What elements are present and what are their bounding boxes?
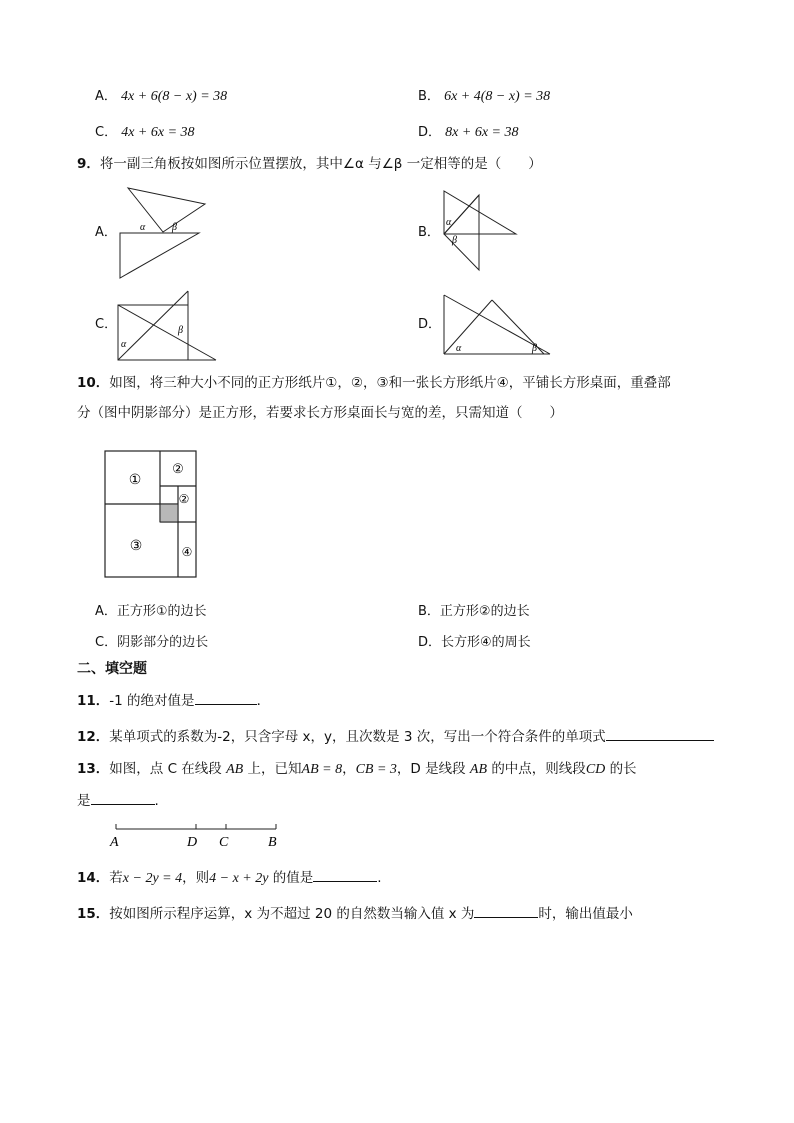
q9-option-a-label: A． xyxy=(95,225,117,240)
option-expression: 4x + 6(8 − x) = 38 xyxy=(121,89,228,104)
math-segment: AB xyxy=(226,762,244,777)
section-title: 二、填空题 xyxy=(77,661,147,677)
option-label: B． xyxy=(418,89,440,104)
option-text: 正方形①的边长 xyxy=(116,604,207,619)
question-10-line2: 分（图中阴影部分）是正方形，若要求长方形桌面长与宽的差，只需知道（ ） xyxy=(77,405,563,421)
math-equation: AB = 8 xyxy=(301,762,343,777)
option-label: A． xyxy=(95,604,117,619)
option-label: C． xyxy=(95,125,118,140)
option-expression: 6x + 4(8 − x) = 38 xyxy=(444,89,551,104)
option-text: 正方形②的边长 xyxy=(439,604,530,619)
question-number: 12． xyxy=(77,729,110,745)
question-text: 某单项式的系数为-2，只含字母 x，y，且次数是 3 次，写出一个符合条件的单项式 xyxy=(109,729,606,745)
question-number: 15． xyxy=(77,906,110,922)
q9-option-b-label: B． xyxy=(418,225,440,240)
alpha-label: α xyxy=(121,339,127,350)
question-text: 将一副三角板按如图所示位置摆放，其中∠α 与∠β 一定相等的是（ ） xyxy=(99,156,542,172)
answer-blank[interactable] xyxy=(474,904,538,918)
question-text: ，则 xyxy=(182,870,210,886)
math-segment: AB xyxy=(469,762,488,777)
beta-label: β xyxy=(172,222,177,233)
question-number: 14． xyxy=(77,870,110,886)
punctuation: ， xyxy=(342,761,356,777)
question-text: 如图，将三种大小不同的正方形纸片①，②，③和一张长方形纸片④，平铺长方形桌面，重叠部 xyxy=(109,375,671,391)
question-number: 10． xyxy=(77,375,110,391)
alpha-label: α xyxy=(140,222,146,233)
question-text: 时，输出值最小 xyxy=(538,906,633,922)
point-b-label: B xyxy=(268,835,277,850)
piece-4-label: ④ xyxy=(181,545,193,559)
point-c-label: C xyxy=(219,835,229,850)
question-text: 的值是 xyxy=(272,870,314,886)
piece-1-label: ① xyxy=(128,473,142,488)
question-text: 上，已知 xyxy=(247,761,302,777)
piece-2b-label: ② xyxy=(178,492,190,506)
answer-blank[interactable] xyxy=(313,868,377,882)
option-expression: 4x + 6x = 38 xyxy=(121,125,195,140)
math-equation: x − 2y = 4 xyxy=(122,871,183,886)
option-text: 阴影部分的边长 xyxy=(117,635,209,650)
alpha-label: α xyxy=(456,343,462,354)
question-number: 9． xyxy=(77,156,100,172)
question-text: 是 xyxy=(77,793,91,809)
question-text: 按如图所示程序运算，x 为不超过 20 的自然数当输入值 x 为 xyxy=(109,906,475,922)
math-expression: 4 − x + 2y xyxy=(209,871,269,886)
punctuation: ． xyxy=(256,693,271,709)
punctuation: . xyxy=(154,793,159,809)
option-label: A． xyxy=(95,89,117,104)
option-label: B． xyxy=(418,604,440,619)
question-14 xyxy=(77,868,382,888)
piece-3-label: ③ xyxy=(129,539,143,554)
question-number: 13． xyxy=(77,761,110,777)
piece-2-label: ② xyxy=(172,461,184,476)
question-text: 若 xyxy=(109,870,123,886)
question-text: ，D 是线段 xyxy=(396,761,466,777)
alpha-label: α xyxy=(446,217,452,228)
math-equation: CB = 3 xyxy=(355,762,397,777)
q9-option-d-label: D． xyxy=(418,317,442,332)
math-segment: CD xyxy=(585,762,606,777)
beta-label: β xyxy=(452,235,457,246)
question-number: 11． xyxy=(77,693,110,709)
option-text: 长方形④的周长 xyxy=(441,635,531,650)
beta-label: β xyxy=(178,325,183,336)
question-text: 的中点，则线段 xyxy=(491,761,586,777)
question-15 xyxy=(77,904,633,923)
option-label: C． xyxy=(95,635,118,650)
option-label: D． xyxy=(418,635,442,650)
q9-option-c-label: C． xyxy=(95,317,118,332)
point-a-label: A xyxy=(110,835,119,850)
question-text: 如图，点 C 在线段 xyxy=(109,761,222,777)
question-text: 的长 xyxy=(609,761,637,777)
punctuation: . xyxy=(377,870,382,886)
beta-label: β xyxy=(532,343,537,354)
point-d-label: D xyxy=(187,835,198,850)
option-label: D． xyxy=(418,125,442,140)
question-text: -1 的绝对值是 xyxy=(109,693,195,709)
option-expression: 8x + 6x = 38 xyxy=(445,125,519,140)
